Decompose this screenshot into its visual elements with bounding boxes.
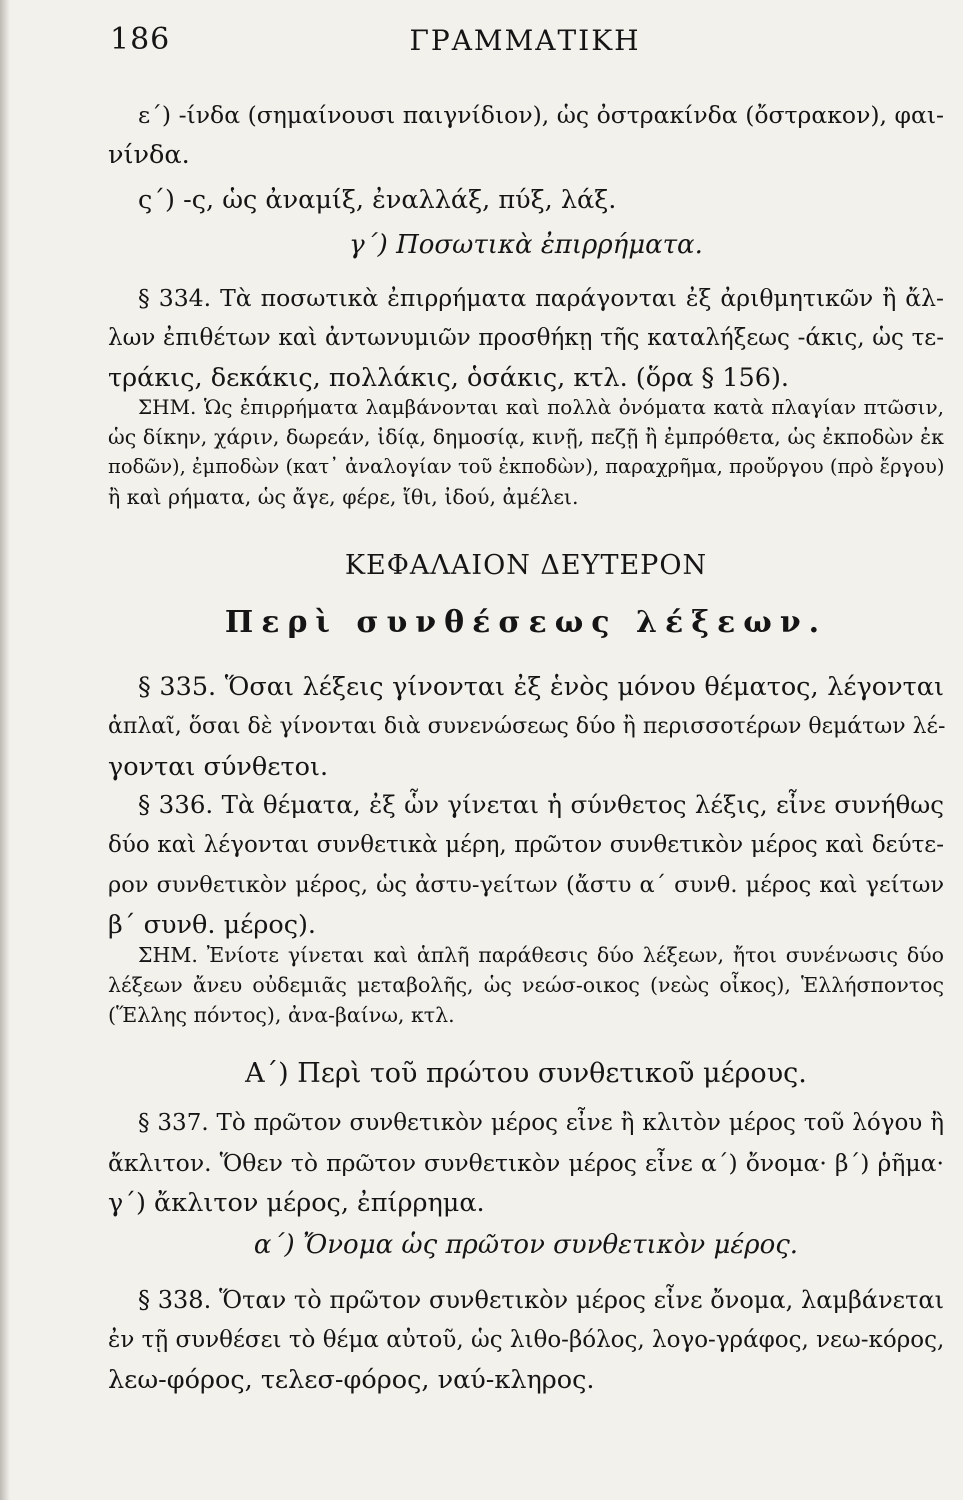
text-line: ε΄) -ίνδα (σημαίνουσι παιγνίδιον), ὡς ὀστρακίνδα (ὄστρακον), φαι- bbox=[138, 101, 944, 129]
text-line: § 336. Τὰ θέματα, ἐξ ὧν γίνεται ἡ σύνθετος λέξις, εἶνε συνήθως bbox=[138, 790, 944, 819]
paragraph-epsilon bbox=[108, 95, 944, 175]
text-line: ΣΗΜ. Ὡς ἐπιρρήματα λαμβάνονται καὶ πολλὰ ὀνόματα κατὰ πλαγίαν πτῶσιν, bbox=[138, 395, 944, 419]
text-line: ἐν τῇ συνθέσει τὸ θέμα αὐτοῦ, ὡς λιθο-βόλος, λογο-γράφος, νεω-κόρος, bbox=[108, 1327, 945, 1353]
page-gutter-shadow bbox=[0, 0, 10, 1500]
paragraph-335 bbox=[108, 667, 944, 787]
text-line: ΣΗΜ. Ἐνίοτε γίνεται καὶ ἁπλῆ παράθεσις δύο λέξεων, ἤτοι συνένωσις δύο bbox=[138, 943, 944, 967]
note-2 bbox=[108, 940, 944, 1030]
text-line: λων ἐπιθέτων καὶ ἀντωνυμιῶν προσθήκῃ τῆς καταλήξεως -άκις, ὡς τε- bbox=[108, 325, 944, 351]
section-heading-A: Α΄) Περὶ τοῦ πρώτου συνθετικοῦ μέρους. bbox=[245, 1058, 807, 1089]
text-line: λεω-φόρος, τελεσ-φόρος, ναύ-κληρος. bbox=[108, 1365, 595, 1395]
text-line: ποδῶν), ἐμποδὼν (κατ᾽ ἀναλογίαν τοῦ ἐκποδὼν), παραχρῆμα, προὔργου (πρὸ ἔργου) bbox=[108, 455, 945, 478]
paragraph-334 bbox=[108, 278, 944, 398]
text-line: § 337. Τὸ πρῶτον συνθετικὸν μέρος εἶνε ἢ κλιτὸν μέρος τοῦ λόγου ἢ bbox=[138, 1110, 944, 1136]
page-number: 186 bbox=[110, 22, 171, 57]
text-line: ἁπλαῖ, ὅσαι δὲ γίνονται διὰ συνενώσεως δύο ἢ περισσοτέρων θεμάτων λέ- bbox=[108, 714, 946, 739]
paragraph-337 bbox=[108, 1103, 944, 1223]
text-line: ς΄) -ς, ὡς ἀναμίξ, ἐναλλάξ, πύξ, λάξ. bbox=[138, 185, 617, 215]
page-header bbox=[110, 22, 940, 72]
text-line: ρον συνθετικὸν μέρος, ὡς ἀστυ-γείτων (ἄστυ α΄ συνθ. μέρος καὶ γείτων bbox=[108, 872, 944, 898]
subheading-alpha: α΄) Ὄνομα ὡς πρῶτον συνθετικὸν μέρος. bbox=[253, 1230, 799, 1260]
text-line: λέξεων ἄνευ οὐδεμιᾶς μεταβολῆς, ὡς νεώσ-οικος (νεὼς οἶκος), Ἑλλήσποντος bbox=[108, 973, 944, 997]
text-line: (Ἕλλης πόντος), ἀνα-βαίνω, κτλ. bbox=[108, 1003, 455, 1027]
note-1 bbox=[108, 392, 944, 512]
running-title: ΓΡΑΜΜΑΤΙΚΗ bbox=[409, 24, 641, 57]
text-line: γ΄) ἄκλιτον μέρος, ἐπίρρημα. bbox=[108, 1188, 485, 1218]
chapter-subtitle: Περὶ συνθέσεως λέξεων. bbox=[224, 605, 828, 640]
subheading-gamma: γ΄) Ποσωτικὰ ἐπιρρήματα. bbox=[349, 230, 703, 260]
paragraph-stigma bbox=[108, 180, 944, 220]
paragraph-336 bbox=[108, 785, 944, 945]
text-line: δύο καὶ λέγονται συνθετικὰ μέρη, πρῶτον συνθετικὸν μέρος καὶ δεύτε- bbox=[108, 832, 944, 858]
text-line: γονται σύνθετοι. bbox=[108, 752, 329, 782]
paragraph-338 bbox=[108, 1280, 944, 1400]
text-line: § 334. Τὰ ποσωτικὰ ἐπιρρήματα παράγονται ἐξ ἀριθμητικῶν ἢ ἄλ- bbox=[138, 284, 944, 312]
text-line: ἢ καὶ ρήματα, ὡς ἄγε, φέρε, ἴθι, ἰδού, ἀμέλει. bbox=[108, 485, 579, 509]
text-line: ἄκλιτον. Ὅθεν τὸ πρῶτον συνθετικὸν μέρος εἶνε α΄) ὄνομα· β΄) ῥῆμα· bbox=[108, 1149, 944, 1177]
text-line: τράκις, δεκάκις, πολλάκις, ὁσάκις, κτλ. (ὅρα § 156). bbox=[108, 363, 790, 393]
text-line: § 338. Ὅταν τὸ πρῶτον συνθετικὸν μέρος εἶνε ὄνομα, λαμβάνεται bbox=[138, 1286, 944, 1314]
text-line: νίνδα. bbox=[108, 140, 190, 170]
text-line: § 335. Ὅσαι λέξεις γίνονται ἐξ ἑνὸς μόνου θέματος, λέγονται bbox=[138, 672, 944, 702]
text-line: β΄ συνθ. μέρος). bbox=[108, 910, 317, 940]
text-line: ὡς δίκην, χάριν, δωρεάν, ἰδίᾳ, δημοσίᾳ, κινῇ, πεζῇ ἢ ἐμπρόθετα, ὡς ἐκποδὼν ἐκ bbox=[108, 425, 944, 449]
chapter-heading: ΚΕΦΑΛΑΙΟΝ ΔΕΥΤΕΡΟΝ bbox=[344, 550, 708, 581]
